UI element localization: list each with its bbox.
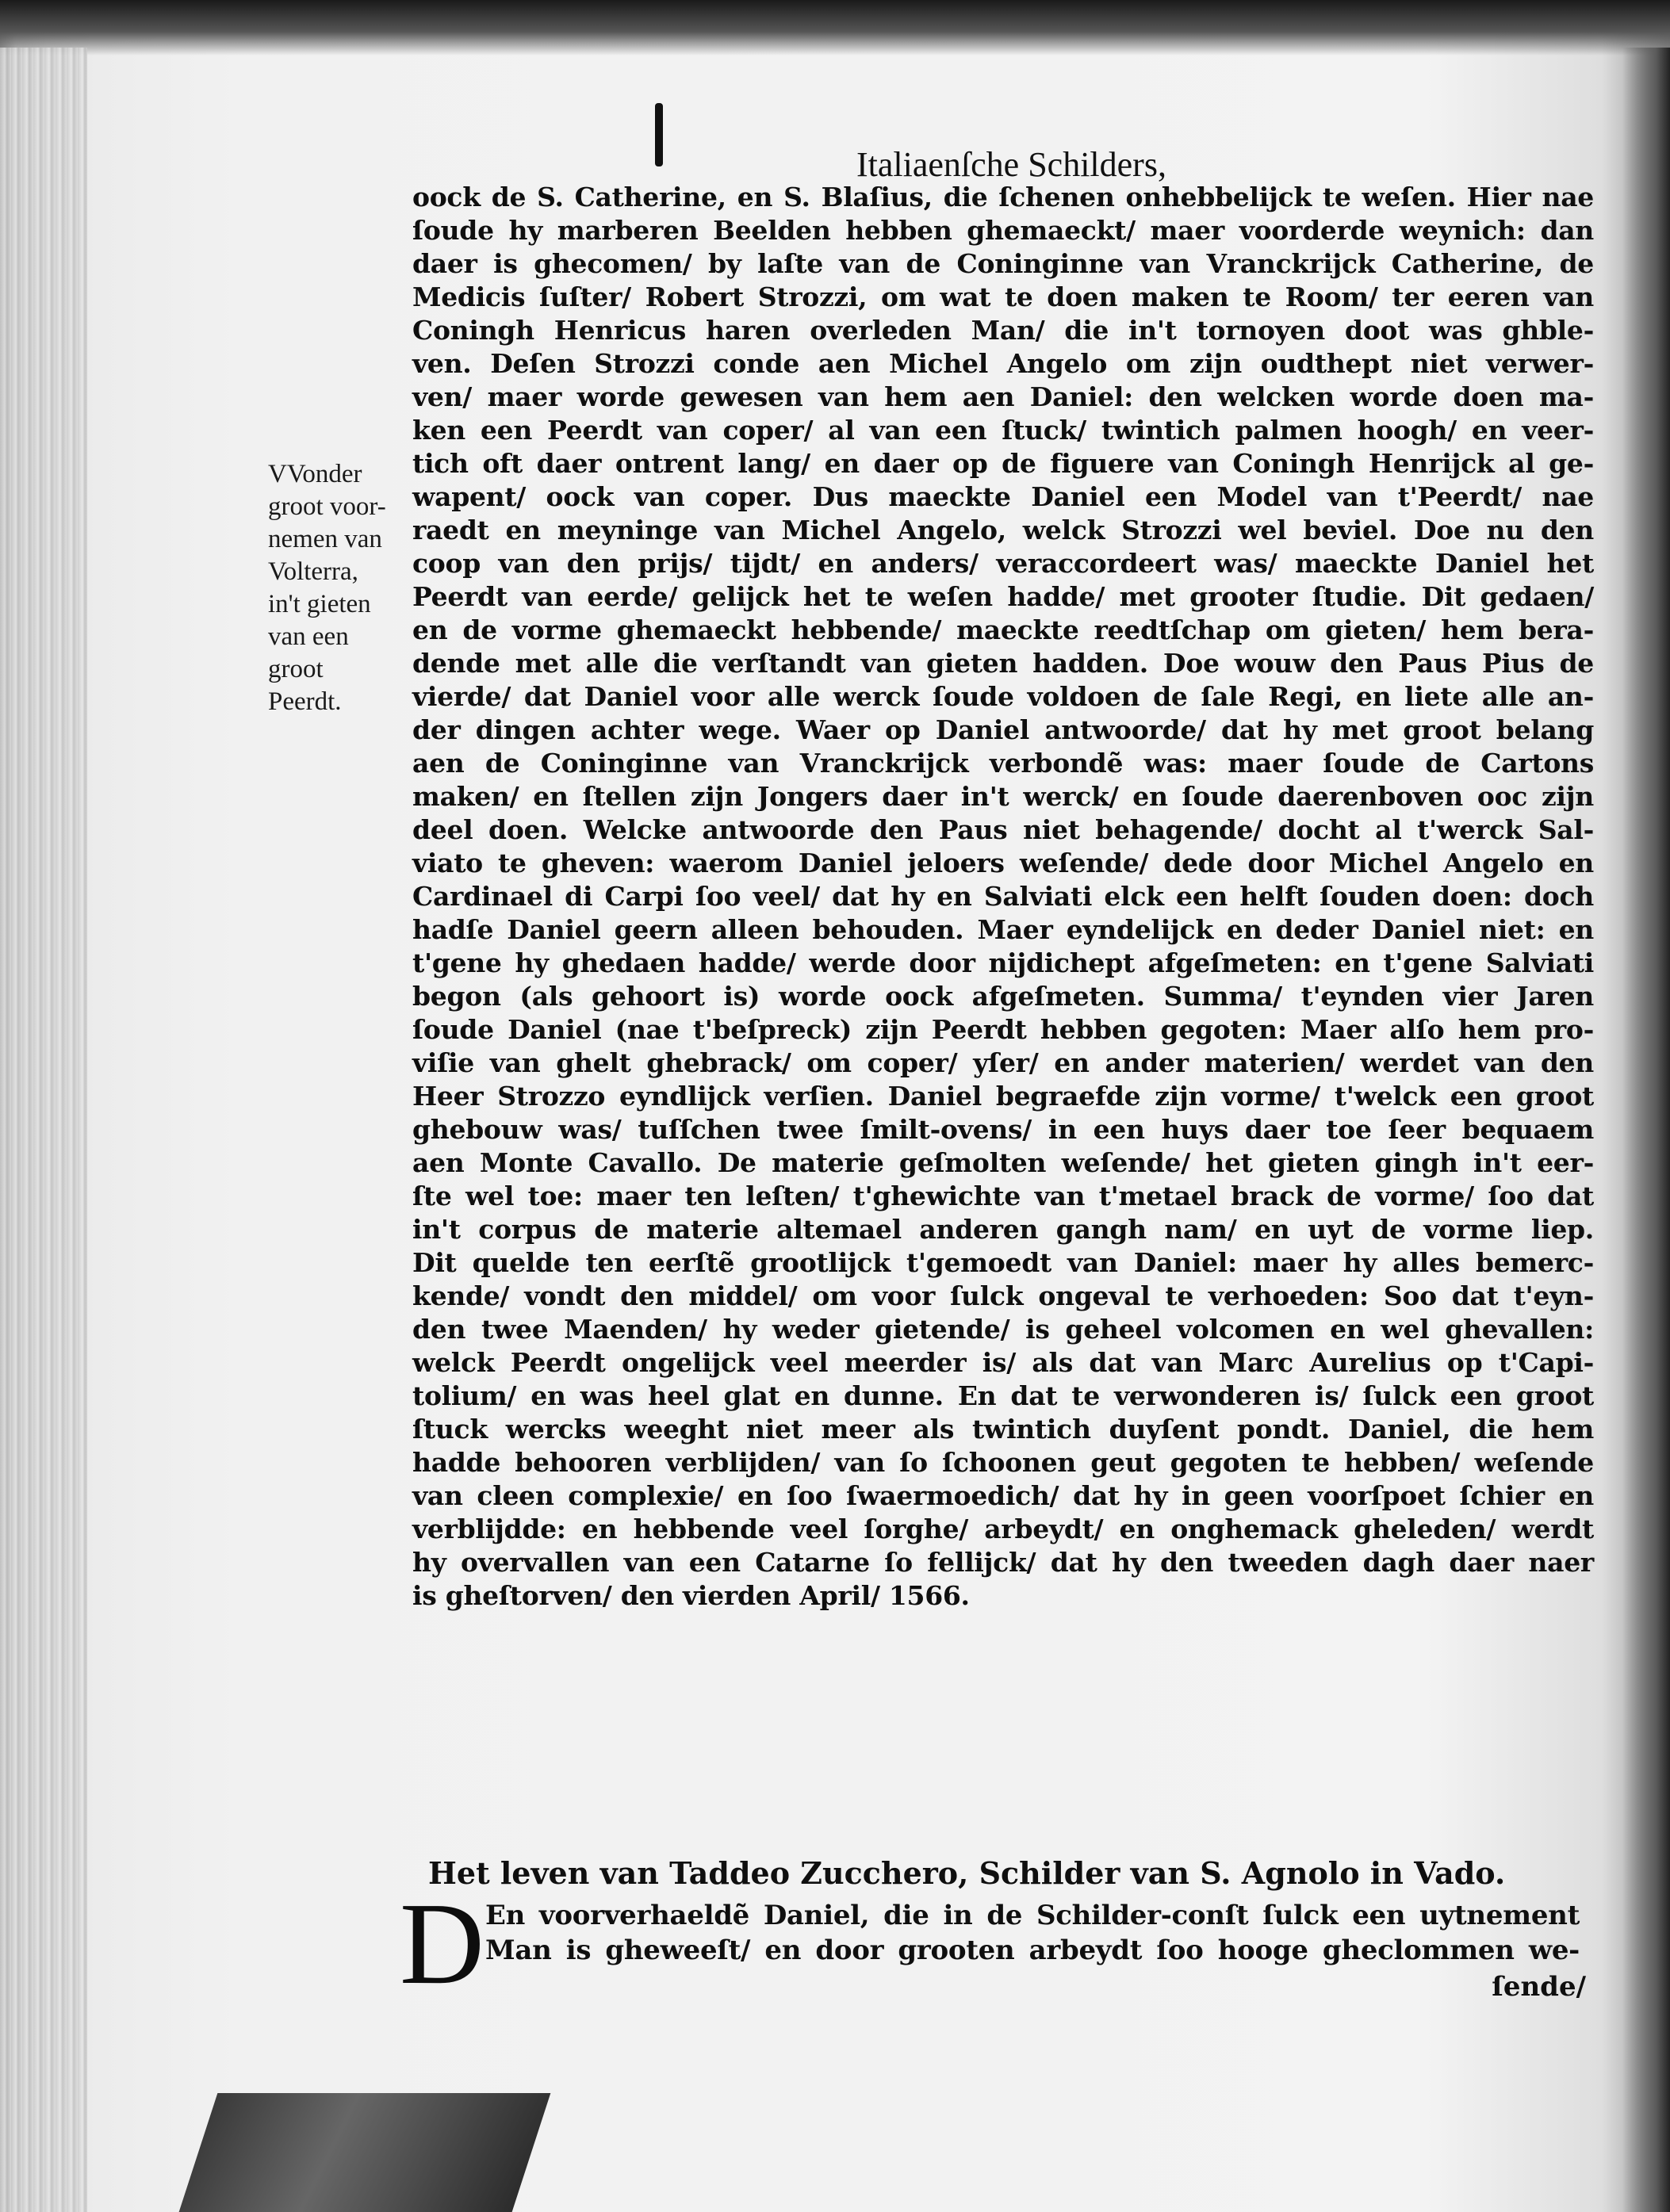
text-line: ken een Peerdt van coper/ al van een ſtuck/ twintich palmen hoogh/ en veer-: [412, 415, 1594, 446]
text-line: tich oft daer ontrent lang/ en daer op de figuere van Coningh Henrijck al ge-: [412, 448, 1594, 479]
section-heading: Het leven van Taddeo Zucchero, Schilder van S. Agnolo in Vado.: [428, 1855, 1506, 1891]
text-line: ven. Deſen Strozzi conde aen Michel Angelo om zijn oudthept niet verwer-: [412, 348, 1594, 379]
top-edge-shadow: [0, 0, 1670, 55]
text-line: Medicis ſuſter/ Robert Strozzi, om wat te doen maken te Room/ ter eeren van: [412, 281, 1594, 312]
text-line: Dit quelde ten eerſtẽ grootlijck t'gemoedt van Daniel: maer hy alles bemerc-: [412, 1247, 1594, 1278]
text-line: coop van den prijs/ tijdt/ en anders/ veraccordeert was/ maeckte Daniel het: [412, 548, 1594, 579]
text-line: der dingen achter wege. Waer op Daniel antwoorde/ dat hy met groot belang: [412, 714, 1594, 745]
text-line: hadde behooren verblijden/ van ſo ſchoonen geut gegoten te hebben/ weſende: [412, 1447, 1594, 1478]
text-line: Heer Strozzo eyndlijck verſien. Daniel begraefde zijn vorme/ t'welck een groot: [412, 1081, 1594, 1112]
text-line: welck Peerdt ongelijck veel meerder is/ als dat van Marc Aurelius op t'Capi-: [412, 1347, 1594, 1378]
text-line: in't corpus de materie altemael anderen gangh nam/ en uyt de vorme liep.: [412, 1214, 1594, 1245]
text-line: Peerdt van eerde/ gelijck het te weſen hadde/ met grooter ſtudie. Dit gedaen/: [412, 581, 1594, 612]
text-line: viato te gheven: waerom Daniel jeloers weſende/ dede door Michel Angelo en: [412, 848, 1594, 878]
page-stack-edge: [0, 48, 87, 2212]
running-head: Italiaenſche Schilders,: [856, 145, 1166, 184]
text-line: En voorverhaeldẽ Daniel, die in de Schilder-conſt ſulck een uytnement: [485, 1900, 1580, 1931]
body-text: [412, 181, 1594, 1613]
text-line: Coningh Henricus haren overleden Man/ die in't tornoyen doot was ghble-: [412, 315, 1594, 346]
margin-note-line: nemen van: [268, 525, 382, 553]
text-line: ſte wel toe: maer ten leſten/ t'ghewichte van t'metael brack de vorme/ ſoo dat: [412, 1181, 1594, 1211]
margin-note-line: VVonder: [268, 460, 362, 488]
text-line: raedt en meyninge van Michel Angelo, welck Strozzi wel beviel. Doe nu den: [412, 515, 1594, 545]
text-line: dende met alle die verſtandt van gieten hadden. Doe wouw den Paus Pius de: [412, 648, 1594, 679]
text-line: maken/ en ſtellen zijn Jongers daer in't werck/ en ſoude daerenboven ooc zijn: [412, 781, 1594, 812]
text-line: ſoude Daniel (nae t'beſpreck) zijn Peerdt hebben gegoten: Maer alſo hem pro-: [412, 1014, 1594, 1045]
drop-cap: D: [400, 1879, 485, 2009]
text-line: verblijdde: en hebbende veel ſorghe/ arbeydt/ en onghemack gheleden/ werdt: [412, 1514, 1594, 1544]
ink-mark: [655, 103, 663, 166]
text-line: hadſe Daniel geern alleen behouden. Maer eyndelijck en deder Daniel niet: en: [412, 914, 1594, 945]
text-line: ven/ maer worde gewesen van hem aen Daniel: den welcken worde doen ma-: [412, 381, 1594, 412]
text-line: ſoude hy marberen Beelden hebben ghemaeckt/ maer voorderde weynich: dan: [412, 215, 1594, 246]
text-line: Man is gheweeſt/ en door grooten arbeydt ſoo hooge gheclommen we-: [485, 1935, 1580, 1966]
text-line: daer is ghecomen/ by laſte van de Coninginne van Vranckrijck Catherine, de: [412, 248, 1594, 279]
text-line: aen de Coninginne van Vranckrijck verbondẽ was: maer ſoude de Cartons: [412, 748, 1594, 779]
margin-note-line: groot voor-: [268, 492, 386, 521]
text-line: Cardinael di Carpi ſoo veel/ dat hy en Salviati elck een helft ſouden doen: doch: [412, 881, 1594, 912]
text-line: aen Monte Cavallo. De materie geſmolten weſende/ het gieten gingh in't eer-: [412, 1147, 1594, 1178]
text-line: en de vorme ghemaeckt hebbende/ maeckte reedtſchap om gieten/ hem bera-: [412, 614, 1594, 645]
margin-note-line: groot: [268, 655, 324, 683]
catchword: ſende/: [1492, 1971, 1586, 2003]
bookmark-ribbon: [179, 2093, 551, 2212]
text-line: vierde/ dat Daniel voor alle werck ſoude voldoen de ſale Regi, en liete alle an-: [412, 681, 1594, 712]
text-line: wapent/ oock van coper. Dus maeckte Daniel een Model van t'Peerdt/ nae: [412, 481, 1594, 512]
text-line: den twee Maenden/ hy weder gietende/ is geheel volcomen en wel ghevallen:: [412, 1314, 1594, 1345]
text-line: kende/ vondt den middel/ om voor ſulck ongeval te verhoeden: Soo dat t'eyn-: [412, 1280, 1594, 1311]
text-line: t'gene hy ghedaen hadde/ werde door nijdichept afgeſmeten: en t'gene Salviati: [412, 947, 1594, 978]
text-line: deel doen. Welcke antwoorde den Paus niet behagende/ docht al t'werck Sal-: [412, 814, 1594, 845]
right-book-edge: [1622, 48, 1670, 2212]
margin-note-line: in't gieten: [268, 590, 371, 618]
text-line: viſie van ghelt ghebrack/ om coper/ yſer/ en ander materien/ werdet van den: [412, 1047, 1594, 1078]
margin-note: [268, 458, 419, 718]
chapter-text: [485, 1898, 1580, 1968]
text-line: ſtuck wercks weeght niet meer als twintich duyſent pondt. Daniel, die hem: [412, 1414, 1594, 1445]
text-line: van cleen complexie/ en ſoo ſwaermoedich/ dat hy in geen voorſpoet ſchier en: [412, 1480, 1594, 1511]
text-line: begon (als gehoort is) worde oock afgeſmeten. Summa/ t'eynden vier Jaren: [412, 981, 1594, 1012]
text-line: is gheſtorven/ den vierden April/ 1566.: [412, 1580, 970, 1611]
text-line: hy overvallen van een Catarne ſo fellijck/ dat hy den tweeden dagh daer naer: [412, 1547, 1594, 1578]
margin-note-line: van een: [268, 622, 349, 651]
text-line: tolium/ en was heel glat en dunne. En dat te verwonderen is/ ſulck een groot: [412, 1380, 1594, 1411]
text-line: oock de S. Catherine, en S. Blaſius, die ſchenen onhebbelijck te weſen. Hier nae: [412, 182, 1594, 212]
margin-note-line: Peerdt.: [268, 687, 342, 716]
margin-note-line: Volterra,: [268, 557, 358, 586]
text-line: ghebouw was/ tuſſchen twee ſmilt-ovens/ in een huys daer toe ſeer bequaem: [412, 1114, 1594, 1145]
